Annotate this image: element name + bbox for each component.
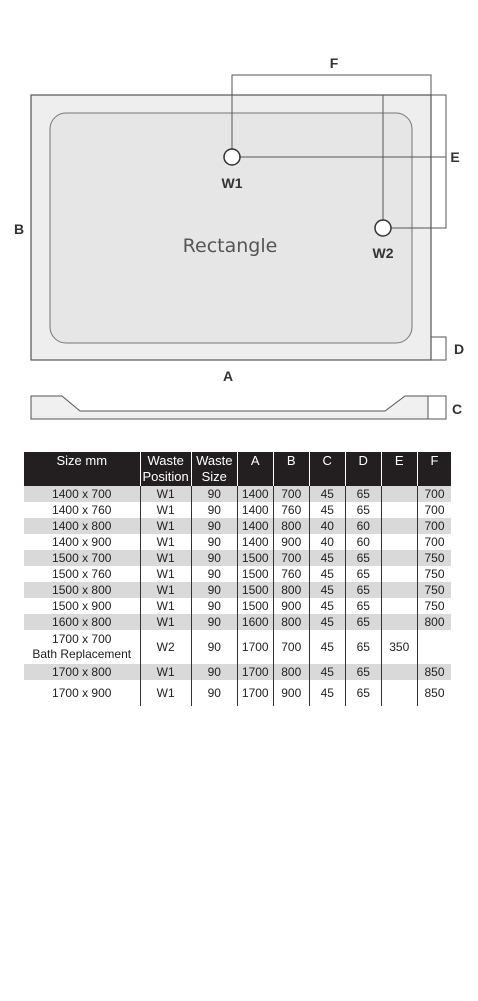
table-row <box>24 582 451 598</box>
table-row <box>24 680 451 706</box>
cell-a: 1400 <box>237 534 273 550</box>
cell-size: 1400 x 760 <box>52 503 112 517</box>
cell-c: 45 <box>309 550 345 566</box>
cell-d: 65 <box>345 550 381 566</box>
cell-e <box>381 614 417 630</box>
cell-b: 900 <box>273 598 309 614</box>
header-waste-size: Waste Size <box>191 452 237 486</box>
waste-w1-circle <box>224 149 240 165</box>
cell-waste-size: 90 <box>191 598 237 614</box>
cell-c: 45 <box>309 630 345 664</box>
header-c: C <box>309 452 345 486</box>
cell-a: 1500 <box>237 550 273 566</box>
dim-c-label: C <box>451 401 463 417</box>
waste-w2-label: W2 <box>372 245 394 261</box>
cell-c: 45 <box>309 680 345 706</box>
cell-b: 900 <box>273 680 309 706</box>
cell-size: 1700 x 800 <box>24 664 140 680</box>
cell-waste-size: 90 <box>191 518 237 534</box>
cell-size: 1400 x 700 <box>24 486 140 502</box>
cell-b: 800 <box>273 518 309 534</box>
cell-size: 1500 x 800 <box>24 582 140 598</box>
cell-waste-size: 90 <box>191 680 237 706</box>
cell-c: 40 <box>309 534 345 550</box>
cell-e: 350 <box>381 630 417 664</box>
cell-waste-size: 90 <box>191 566 237 582</box>
cell-size: 1700 x 900 <box>52 686 112 700</box>
cell-size: 1700 x 700 Bath Replacement <box>32 632 132 661</box>
cell-a: 1500 <box>237 566 273 582</box>
dim-d-line <box>431 337 446 360</box>
cell-waste-size: 90 <box>191 502 237 518</box>
cell-e <box>381 502 417 518</box>
cell-c: 45 <box>309 614 345 630</box>
cell-waste-position: W1 <box>140 518 191 534</box>
table-row <box>24 630 451 664</box>
cell-c: 45 <box>309 486 345 502</box>
table-row <box>24 598 451 614</box>
header-e: E <box>381 452 417 486</box>
cell-b: 760 <box>273 502 309 518</box>
header-f: F <box>417 452 451 486</box>
size-spec-table <box>24 452 451 706</box>
cell-d: 65 <box>345 630 381 664</box>
cell-c: 40 <box>309 518 345 534</box>
table-row <box>24 486 451 502</box>
cell-d: 65 <box>345 664 381 680</box>
cell-waste-size: 90 <box>191 664 237 680</box>
cell-a: 1700 <box>237 664 273 680</box>
cell-a: 1500 <box>237 582 273 598</box>
cell-a: 1700 <box>237 630 273 664</box>
cell-waste-size: 90 <box>191 534 237 550</box>
waste-w1-label: W1 <box>221 175 243 191</box>
cell-f: 700 <box>417 486 451 502</box>
waste-w2-circle <box>375 220 391 236</box>
cell-f: 700 <box>417 502 451 518</box>
cell-b: 760 <box>273 566 309 582</box>
header-d: D <box>345 452 381 486</box>
cell-waste-position: W1 <box>140 486 191 502</box>
table-row <box>24 664 451 680</box>
cell-f: 750 <box>417 582 451 598</box>
cell-e <box>381 598 417 614</box>
header-b: B <box>273 452 309 486</box>
cell-b: 700 <box>273 550 309 566</box>
cell-a: 1400 <box>237 486 273 502</box>
cell-size: 1500 x 700 <box>24 550 140 566</box>
cell-f: 750 <box>417 550 451 566</box>
cell-b: 800 <box>273 664 309 680</box>
cell-e <box>381 550 417 566</box>
table-row <box>24 550 451 566</box>
cell-waste-size: 90 <box>191 582 237 598</box>
cell-d: 65 <box>345 566 381 582</box>
cell-e <box>381 566 417 582</box>
cell-size: 1400 x 900 <box>52 535 112 549</box>
cell-e <box>381 534 417 550</box>
cell-d: 60 <box>345 518 381 534</box>
cell-waste-position: W1 <box>140 566 191 582</box>
cell-size: 1600 x 800 <box>24 614 140 630</box>
dim-b-label: B <box>13 221 25 237</box>
cell-f: 700 <box>417 518 451 534</box>
table-row <box>24 534 451 550</box>
header-size: Size mm <box>24 452 140 486</box>
dim-c-line <box>428 396 446 419</box>
cell-e <box>381 680 417 706</box>
cell-d: 65 <box>345 680 381 706</box>
cell-d: 65 <box>345 582 381 598</box>
table-row <box>24 614 451 630</box>
cell-f <box>417 630 451 664</box>
dim-a-label: A <box>222 368 234 384</box>
cell-d: 65 <box>345 614 381 630</box>
tray-profile <box>31 396 428 419</box>
cell-waste-position: W1 <box>140 502 191 518</box>
table-row <box>24 502 451 518</box>
cell-a: 1600 <box>237 614 273 630</box>
cell-size: 1500 x 900 <box>52 599 112 613</box>
cell-size: 1400 x 800 <box>24 518 140 534</box>
cell-waste-size: 90 <box>191 630 237 664</box>
cell-d: 60 <box>345 534 381 550</box>
cell-waste-position: W1 <box>140 550 191 566</box>
cell-e <box>381 664 417 680</box>
cell-d: 65 <box>345 598 381 614</box>
cell-waste-position: W1 <box>140 598 191 614</box>
cell-e <box>381 486 417 502</box>
cell-c: 45 <box>309 598 345 614</box>
cell-b: 700 <box>273 486 309 502</box>
cell-waste-position: W1 <box>140 680 191 706</box>
cell-f: 850 <box>417 664 451 680</box>
cell-f: 850 <box>417 680 451 706</box>
cell-f: 800 <box>417 614 451 630</box>
dim-e-label: E <box>450 149 460 165</box>
shower-tray-diagram <box>0 0 478 440</box>
cell-e <box>381 582 417 598</box>
table-row <box>24 518 451 534</box>
cell-c: 45 <box>309 502 345 518</box>
cell-d: 65 <box>345 502 381 518</box>
cell-waste-size: 90 <box>191 614 237 630</box>
cell-e <box>381 518 417 534</box>
cell-b: 800 <box>273 614 309 630</box>
cell-b: 900 <box>273 534 309 550</box>
cell-f: 700 <box>417 534 451 550</box>
cell-waste-position: W2 <box>140 630 191 664</box>
cell-c: 45 <box>309 664 345 680</box>
cell-waste-position: W1 <box>140 614 191 630</box>
dim-d-label: D <box>453 341 465 357</box>
cell-c: 45 <box>309 566 345 582</box>
dim-f-label: F <box>329 55 339 71</box>
cell-size: 1500 x 760 <box>52 567 112 581</box>
cell-waste-position: W1 <box>140 582 191 598</box>
cell-waste-position: W1 <box>140 664 191 680</box>
cell-a: 1500 <box>237 598 273 614</box>
cell-a: 1400 <box>237 502 273 518</box>
cell-a: 1400 <box>237 518 273 534</box>
cell-c: 45 <box>309 582 345 598</box>
header-waste-position: Waste Position <box>140 452 191 486</box>
cell-waste-position: W1 <box>140 534 191 550</box>
cell-waste-size: 90 <box>191 486 237 502</box>
tray-basin <box>50 113 412 343</box>
cell-b: 800 <box>273 582 309 598</box>
header-a: A <box>237 452 273 486</box>
cell-a: 1700 <box>237 680 273 706</box>
cell-f: 750 <box>417 566 451 582</box>
cell-f: 750 <box>417 598 451 614</box>
table-header-row <box>24 452 451 486</box>
cell-waste-size: 90 <box>191 550 237 566</box>
table-row <box>24 566 451 582</box>
cell-d: 65 <box>345 486 381 502</box>
shape-label: Rectangle <box>182 235 278 257</box>
cell-b: 700 <box>273 630 309 664</box>
